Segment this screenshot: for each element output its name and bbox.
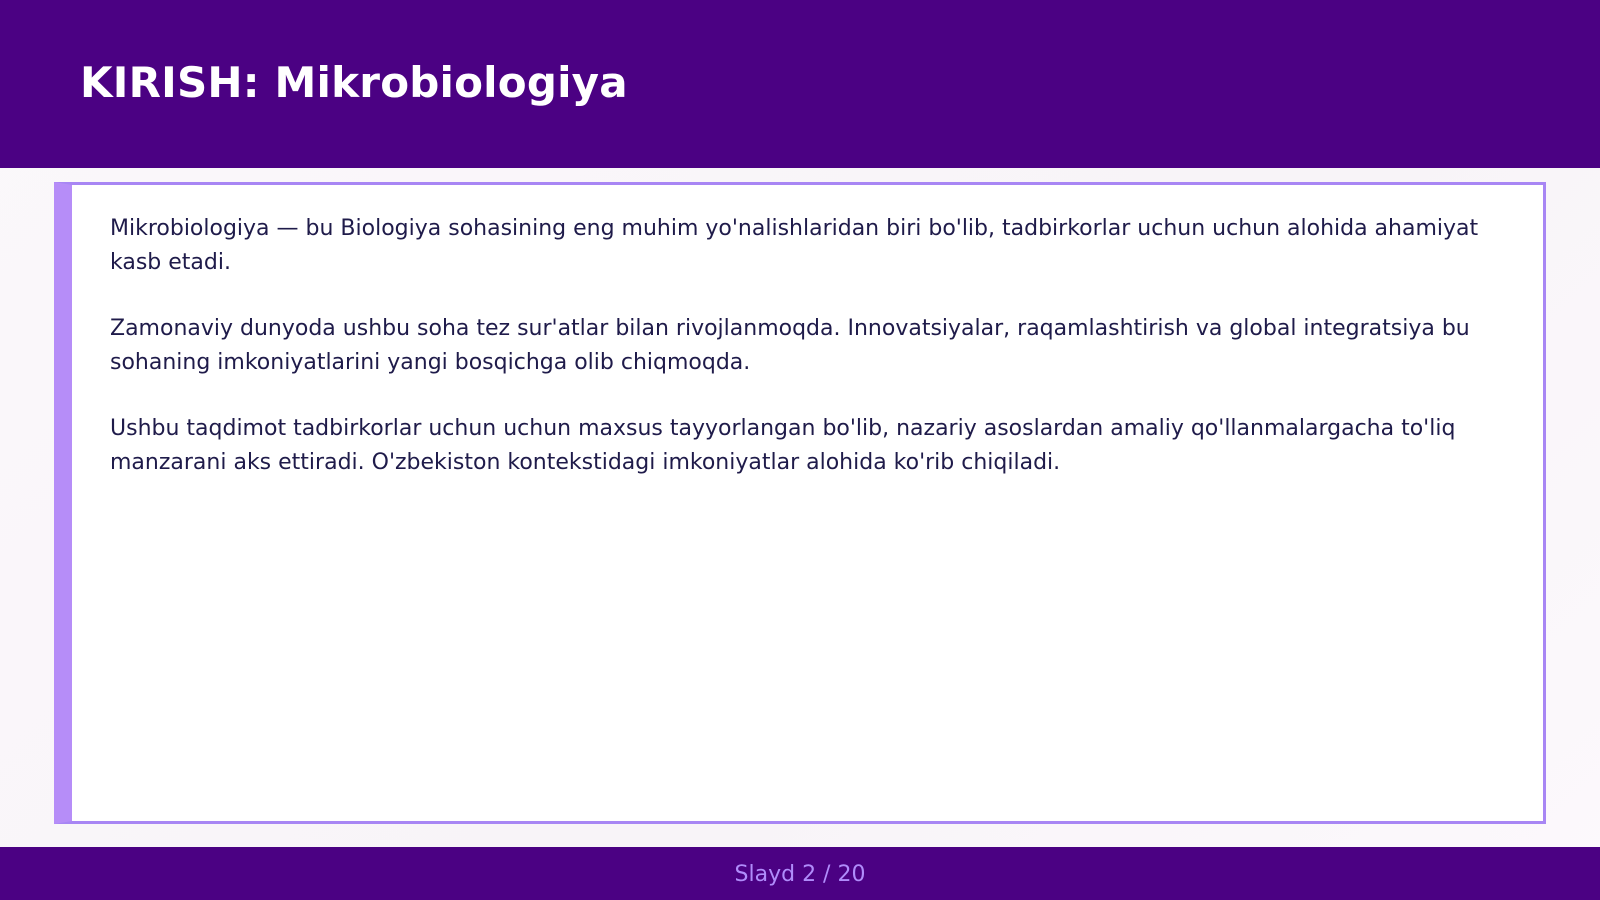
slide-footer bbox=[0, 847, 1600, 900]
development-paragraph: Zamonaviy dunyoda ushbu soha tez sur'atlar bilan rivojlanmoqda. Innovatsiyalar, raqamlashtirish va global integratsiya bu sohaning imkoniyatlarini yangi bosqichga olib chiqmoqda. bbox=[110, 316, 1470, 375]
slide-counter: Slayd 2 / 20 bbox=[734, 862, 866, 887]
slide-title: KIRISH: Mikrobiologiya bbox=[80, 58, 628, 107]
presentation-paragraph: Ushbu taqdimot tadbirkorlar uchun uchun maxsus tayyorlangan bo'lib, nazariy asoslardan amaliy qo'llanmalargacha to'liq manzarani aks ettiradi. O'zbekiston kontekstidagi imkoniyatlar alohida ko'rib chiqiladi. bbox=[110, 416, 1456, 475]
slide-header bbox=[0, 0, 1600, 168]
slide-content bbox=[110, 212, 1510, 512]
intro-paragraph: Mikrobiologiya — bu Biologiya sohasining eng muhim yo'nalishlaridan biri bo'lib, tadbirkorlar uchun uchun alohida ahamiyat kasb etadi. bbox=[110, 216, 1479, 275]
